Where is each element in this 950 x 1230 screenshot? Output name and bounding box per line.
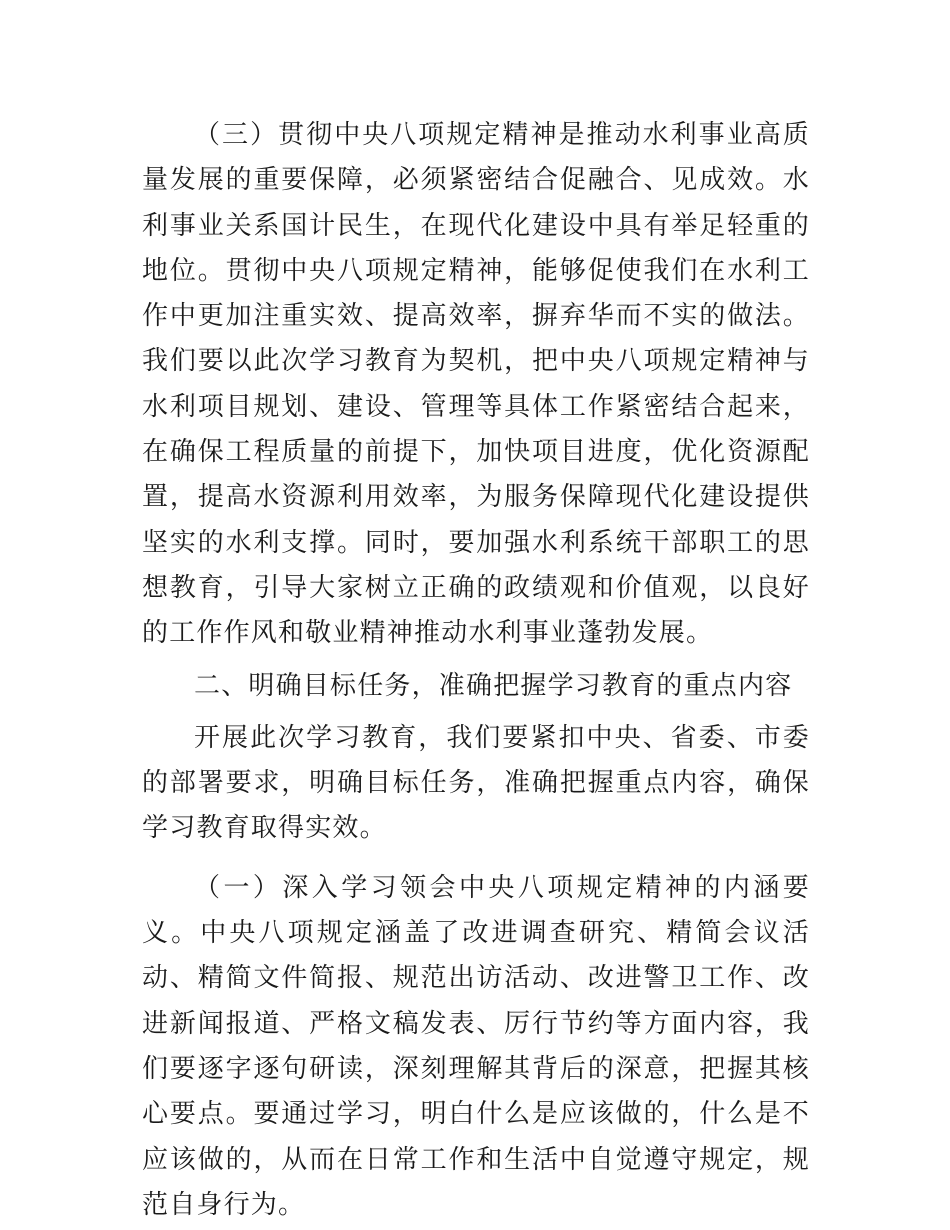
heading-section-2: 二、明确目标任务，准确把握学习教育的重点内容 xyxy=(194,670,793,701)
paragraph-subsection-1: （一）深入学习领会中央八项规定精神的内涵要义。中央八项规定涵盖了改进调查研究、精简会议活动、精简文件简报、规范出访活动、改进警卫工作、改进新闻报道、严格文稿发表、厉行节约等方面内容，我们要逐字逐句研读，深刻理解其背后的深意，把握其核心要点。要通过学习，明白什么是应该做的，什么是不应该做的，从而在日常工作和生活中自觉遵守规定，规范自身行为。 xyxy=(142,872,810,1220)
paragraph-section-3: （三）贯彻中央八项规定精神是推动水利事业高质量发展的重要保障，必须紧密结合促融合、见成效。水利事业关系国计民生，在现代化建设中具有举足轻重的地位。贯彻中央八项规定精神，能够促使我们在水利工作中更加注重实效、提高效率，摒弃华而不实的做法。我们要以此次学习教育为契机，把中央八项规定精神与水利项目规划、建设、管理等具体工作紧密结合起来，在确保工程质量的前提下，加快项目进度，优化资源配置，提高水资源利用效率，为服务保障现代化建设提供坚实的水利支撑。同时，要加强水利系统干部职工的思想教育，引导大家树立正确的政绩观和价值观，以良好的工作作风和敬业精神推动水利事业蓬勃发展。 xyxy=(142,120,810,649)
paragraph-intro: 开展此次学习教育，我们要紧扣中央、省委、市委的部署要求，明确目标任务，准确把握重点内容，确保学习教育取得实效。 xyxy=(142,722,810,844)
document-body xyxy=(142,113,810,1228)
